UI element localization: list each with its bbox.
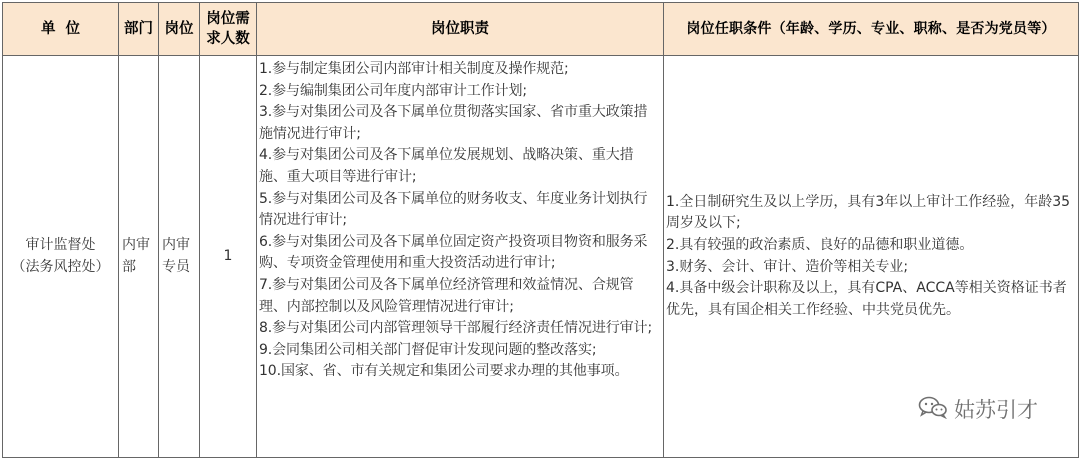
duties-cell [257,56,664,458]
recruitment-table [2,2,1079,458]
condition-item: 3.财务、会计、审计、造价等相关专业; [666,258,909,275]
unit-name: 审计监督处 [25,236,96,253]
header-unit: 单 位 [3,3,119,56]
condition-item: 2.具有较强的政治素质、良好的品德和职业道德。 [666,236,974,253]
duty-item: 6.参与对集团公司及各下属单位固定资产投资项目物资和服务采购、专项资金管理使用和重大投资活动进行审计; [259,233,648,272]
wechat-icon [918,395,948,424]
duty-item: 5.参与对集团公司及各下属单位的财务收支、年度业务计划执行情况进行审计; [259,190,648,229]
duty-item: 4.参与对集团公司及各下属单位发展规划、战略决策、重大措施、重大项目等进行审计; [259,147,634,185]
duty-item: 9.会同集团公司相关部门督促审计发现问题的整改落实; [259,341,597,358]
post-cell: 内审专员 [159,56,200,458]
condition-item: 4.具备中级会计职称及以上，具有CPA、ACCA等相关资格证书者优先，具有国企相关工作经验、中共党员优先。 [666,280,1067,318]
headcount-cell: 1 [200,56,257,458]
watermark-text: 姑苏引才 [954,398,1038,422]
duty-item: 1.参与制定集团公司内部审计相关制度及操作规范; [259,61,569,77]
duty-item: 7.参与对集团公司及各下属单位经济管理和效益情况、合规管理、内部控制以及风险管理情况进行审计; [259,276,634,315]
header-row [3,3,1079,56]
unit-subname: （法务风控处） [11,258,110,275]
dept-cell: 内审部 [119,56,159,458]
header-duties: 岗位职责 [257,3,664,56]
condition-item: 1.全日制研究生及以上学历，具有3年以上审计工作经验，年龄35周岁及以下; [666,193,1071,232]
header-dept: 部门 [119,3,159,56]
watermark [918,394,1038,424]
unit-cell [3,56,119,458]
duty-item: 8.参与对集团公司内部管理领导干部履行经济责任情况进行审计; [259,320,653,337]
duty-item: 10.国家、省、市有关规定和集团公司要求办理的其他事项。 [259,363,629,380]
header-headcount: 岗位需求人数 [200,3,257,56]
duty-item: 3.参与对集团公司及各下属单位贯彻落实国家、省市重大政策措施情况进行审计; [259,104,648,142]
duty-item: 2.参与编制集团公司年度内部审计工作计划; [259,82,527,99]
header-post: 岗位 [159,3,200,56]
header-conditions: 岗位任职条件（年龄、学历、专业、职称、是否为党员等） [664,3,1079,56]
